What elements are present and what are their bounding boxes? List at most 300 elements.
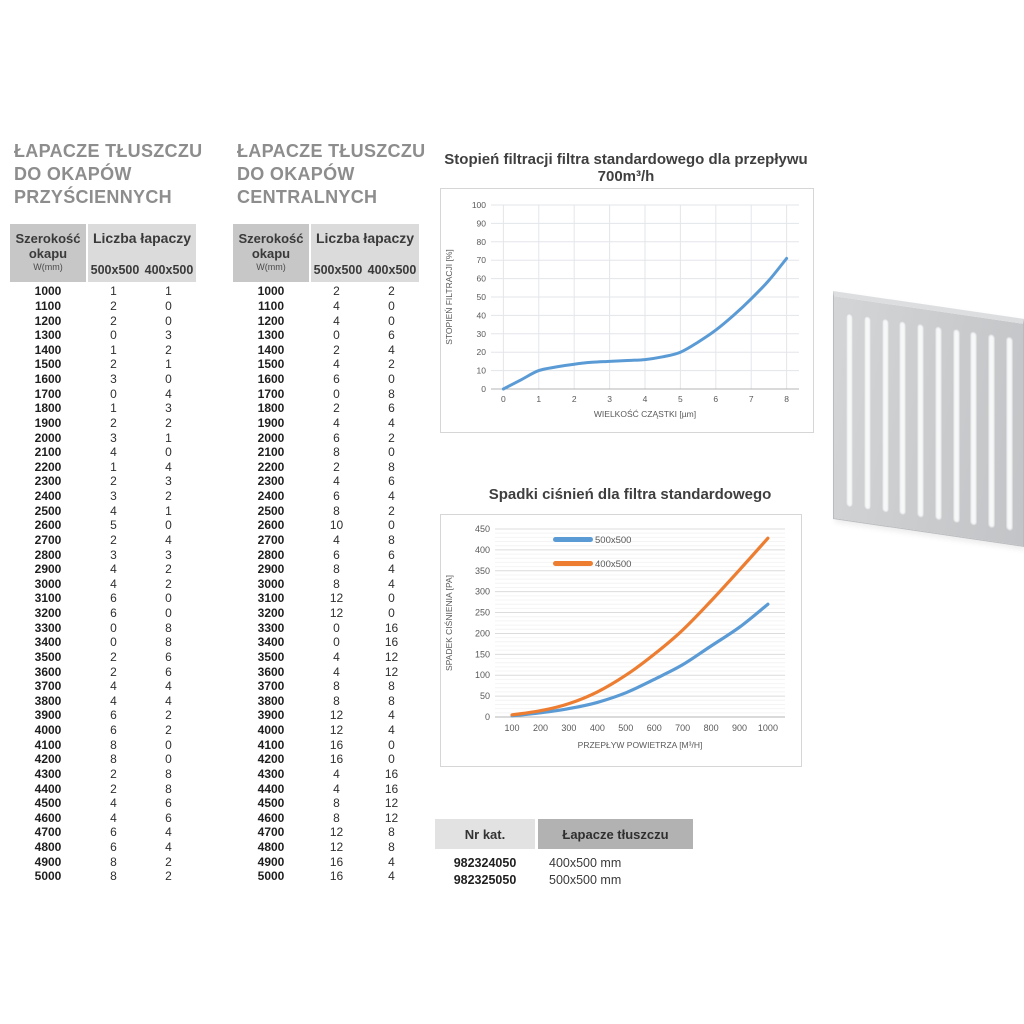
count-500x500-value: 8 xyxy=(110,854,117,869)
table-row xyxy=(10,503,196,518)
hood-width-value: 1200 xyxy=(257,313,285,328)
table-body xyxy=(233,284,419,884)
count-400x500-value: 4 xyxy=(165,386,172,401)
hood-width-value: 4600 xyxy=(34,810,62,825)
hood-width-value: 3100 xyxy=(257,591,285,606)
count-500x500-value: 6 xyxy=(110,606,117,621)
heading-central-hoods xyxy=(237,140,425,209)
count-400x500-value: 2 xyxy=(388,503,395,518)
count-400x500-value: 0 xyxy=(388,372,395,387)
hood-width-value: 4900 xyxy=(34,854,62,869)
legend-swatch-400x500 xyxy=(553,561,593,566)
count-500x500-value: 0 xyxy=(110,620,117,635)
table-row xyxy=(233,343,419,358)
table-row xyxy=(233,284,419,299)
table-row xyxy=(233,474,419,489)
catalog-number: 982324050 xyxy=(453,855,517,870)
count-500x500-value: 10 xyxy=(329,518,344,533)
hood-width-value: 2700 xyxy=(257,532,285,547)
x-tick-label: 6 xyxy=(713,394,719,404)
count-400x500-value: 4 xyxy=(388,342,395,357)
count-400x500-value: 3 xyxy=(165,401,172,416)
table-row xyxy=(10,386,196,401)
hood-width-value: 1700 xyxy=(34,386,62,401)
count-500x500-value: 8 xyxy=(333,679,340,694)
table-row xyxy=(233,460,419,475)
subcol-400x500: 400x500 xyxy=(144,263,194,277)
filter-slot xyxy=(935,326,942,521)
count-400x500-value: 4 xyxy=(388,415,395,430)
hood-width-value: 2300 xyxy=(34,474,62,489)
table-row xyxy=(10,299,196,314)
table-row xyxy=(10,489,196,504)
hood-width-value: 2200 xyxy=(257,459,285,474)
table-row xyxy=(233,562,419,577)
count-500x500-value: 8 xyxy=(333,562,340,577)
header-label: okapu xyxy=(28,246,68,261)
hood-width-value: 4400 xyxy=(257,781,285,796)
count-400x500-value: 1 xyxy=(165,284,172,299)
table-row xyxy=(233,723,419,738)
count-500x500-value: 1 xyxy=(110,401,117,416)
y-tick-label: 20 xyxy=(476,347,486,358)
hood-width-value: 3700 xyxy=(257,679,285,694)
count-500x500-value: 2 xyxy=(110,766,117,781)
table-row xyxy=(10,416,196,431)
count-400x500-value: 4 xyxy=(165,825,172,840)
count-500x500-value: 4 xyxy=(110,562,117,577)
hood-width-value: 3100 xyxy=(34,591,62,606)
filter-slot xyxy=(864,315,871,510)
hood-width-value: 1800 xyxy=(257,401,285,416)
count-500x500-value: 12 xyxy=(329,723,344,738)
count-500x500-value: 12 xyxy=(329,708,344,723)
count-500x500-value: 12 xyxy=(329,606,344,621)
hood-width-value: 1000 xyxy=(257,284,285,299)
hood-width-value: 3800 xyxy=(257,693,285,708)
x-tick-label: 900 xyxy=(731,723,748,733)
count-500x500-value: 0 xyxy=(333,386,340,401)
count-400x500-value: 12 xyxy=(384,649,399,664)
count-500x500-value: 2 xyxy=(333,342,340,357)
count-500x500-value: 8 xyxy=(333,796,340,811)
x-axis-title: PRZEPŁYW POWIETRZA [M³/H] xyxy=(577,740,703,750)
hood-width-value: 4000 xyxy=(257,723,285,738)
count-400x500-value: 2 xyxy=(165,342,172,357)
hood-width-header xyxy=(10,224,86,282)
hood-width-value: 1400 xyxy=(34,342,62,357)
wall-filter-table xyxy=(10,224,196,884)
table-row xyxy=(233,664,419,679)
catalog-number: 982325050 xyxy=(453,872,517,887)
count-400x500-value: 16 xyxy=(384,781,399,796)
count-400x500-value: 12 xyxy=(384,810,399,825)
hood-width-value: 3000 xyxy=(34,576,62,591)
count-500x500-value: 4 xyxy=(333,357,340,372)
y-tick-label: 150 xyxy=(474,649,490,660)
table-row xyxy=(10,825,196,840)
count-500x500-value: 2 xyxy=(110,313,117,328)
table-row xyxy=(10,313,196,328)
table-row xyxy=(10,650,196,665)
count-400x500-value: 3 xyxy=(165,547,172,562)
table-row xyxy=(233,386,419,401)
count-500x500-value: 0 xyxy=(333,328,340,343)
grease-filter-image xyxy=(833,291,1024,547)
count-400x500-value: 0 xyxy=(165,372,172,387)
count-500x500-value: 2 xyxy=(110,781,117,796)
y-tick-label: 90 xyxy=(476,218,486,229)
y-tick-label: 300 xyxy=(474,586,490,597)
table-row xyxy=(10,343,196,358)
table-row xyxy=(10,840,196,855)
count-500x500-value: 2 xyxy=(110,415,117,430)
pressure-series-line-400x500 xyxy=(512,538,768,715)
x-tick-label: 5 xyxy=(678,394,683,404)
count-400x500-value: 4 xyxy=(165,459,172,474)
count-400x500-value: 8 xyxy=(165,781,172,796)
hood-width-value: 4700 xyxy=(257,825,285,840)
hood-width-value: 4200 xyxy=(34,752,62,767)
table-row xyxy=(10,679,196,694)
count-400x500-value: 4 xyxy=(165,693,172,708)
hood-width-value: 3700 xyxy=(34,679,62,694)
hood-width-value: 3200 xyxy=(34,606,62,621)
count-500x500-value: 4 xyxy=(110,810,117,825)
count-500x500-value: 8 xyxy=(110,752,117,767)
table-header xyxy=(233,224,419,282)
table-row xyxy=(233,737,419,752)
header-label: Szerokość xyxy=(238,231,304,246)
y-tick-label: 50 xyxy=(479,691,490,702)
count-400x500-value: 6 xyxy=(165,649,172,664)
count-400x500-value: 6 xyxy=(388,474,395,489)
hood-width-value: 3600 xyxy=(34,664,62,679)
y-tick-label: 10 xyxy=(476,365,486,376)
subcol-400x500: 400x500 xyxy=(367,263,417,277)
pressure-chart-title: Spadki ciśnień dla filtra standardowego xyxy=(488,486,772,503)
hood-width-value: 1300 xyxy=(34,328,62,343)
count-500x500-value: 4 xyxy=(333,664,340,679)
count-400x500-value: 16 xyxy=(384,766,399,781)
table-row xyxy=(10,357,196,372)
count-500x500-value: 2 xyxy=(110,298,117,313)
table-row xyxy=(233,357,419,372)
hood-width-value: 1500 xyxy=(34,357,62,372)
count-500x500-value: 0 xyxy=(110,635,117,650)
hood-width-value: 1500 xyxy=(257,357,285,372)
x-tick-label: 300 xyxy=(561,723,577,733)
x-tick-label: 1000 xyxy=(757,723,778,733)
table-row xyxy=(233,518,419,533)
count-400x500-value: 8 xyxy=(165,766,172,781)
hood-width-value: 1300 xyxy=(257,328,285,343)
y-tick-label: 400 xyxy=(474,544,490,555)
count-400x500-value: 16 xyxy=(384,620,399,635)
hood-width-value: 3900 xyxy=(257,708,285,723)
hood-width-value: 2400 xyxy=(257,489,285,504)
table-row xyxy=(233,869,419,884)
pressure-drop-chart xyxy=(440,514,802,767)
hood-width-value: 3600 xyxy=(257,664,285,679)
count-500x500-value: 4 xyxy=(333,781,340,796)
table-row xyxy=(233,752,419,767)
count-500x500-value: 4 xyxy=(110,679,117,694)
table-row xyxy=(233,767,419,782)
count-400x500-value: 1 xyxy=(165,430,172,445)
count-500x500-value: 4 xyxy=(333,532,340,547)
hood-width-value: 3400 xyxy=(34,635,62,650)
count-500x500-value: 4 xyxy=(110,796,117,811)
table-row xyxy=(233,694,419,709)
hood-width-value: 1400 xyxy=(257,342,285,357)
hood-width-value: 1100 xyxy=(34,298,62,313)
hood-width-value: 2800 xyxy=(34,547,62,562)
heading-wall-hoods xyxy=(14,140,202,209)
count-400x500-value: 4 xyxy=(165,532,172,547)
x-tick-label: 200 xyxy=(532,723,549,733)
table-row xyxy=(10,781,196,796)
table-row xyxy=(10,708,196,723)
x-tick-label: 500 xyxy=(618,723,634,733)
catcher-size: 500x500 mm xyxy=(549,872,622,887)
catalog-number-header: Nr kat. xyxy=(435,819,535,849)
count-400x500-value: 6 xyxy=(388,401,395,416)
count-500x500-value: 8 xyxy=(333,576,340,591)
y-tick-label: 70 xyxy=(476,255,486,266)
heading-line: DO OKAPÓW xyxy=(237,164,355,184)
heading-line: ŁAPACZE TŁUSZCZU xyxy=(237,141,426,161)
hood-width-value: 5000 xyxy=(257,869,285,884)
count-400x500-value: 0 xyxy=(165,591,172,606)
y-tick-label: 50 xyxy=(476,292,486,302)
count-500x500-value: 2 xyxy=(110,532,117,547)
count-500x500-value: 2 xyxy=(110,474,117,489)
table-row xyxy=(10,460,196,475)
y-tick-label: 80 xyxy=(476,236,486,247)
count-400x500-value: 1 xyxy=(165,503,172,518)
filter-slot xyxy=(970,331,977,526)
table-row xyxy=(233,825,419,840)
hood-width-value: 3300 xyxy=(34,620,62,635)
catalog-number-table xyxy=(435,819,693,888)
hood-width-value: 2800 xyxy=(257,547,285,562)
legend-label-400x500: 400x500 xyxy=(595,559,632,570)
count-400x500-value: 0 xyxy=(165,737,172,752)
hood-width-value: 4800 xyxy=(34,840,62,855)
filter-slot xyxy=(1006,336,1013,531)
hood-width-value: 5000 xyxy=(34,869,62,884)
table-row xyxy=(233,796,419,811)
catalog-row xyxy=(435,854,693,871)
pressure-drop-chart-svg xyxy=(441,515,801,766)
count-500x500-value: 3 xyxy=(110,430,117,445)
count-500x500-value: 3 xyxy=(110,489,117,504)
count-400x500-value: 0 xyxy=(165,313,172,328)
count-400x500-value: 2 xyxy=(165,723,172,738)
table-row xyxy=(233,328,419,343)
table-row xyxy=(10,854,196,869)
y-tick-label: 0 xyxy=(481,384,486,394)
count-500x500-value: 6 xyxy=(333,372,340,387)
count-500x500-value: 4 xyxy=(110,576,117,591)
count-500x500-value: 2 xyxy=(110,357,117,372)
catalog-header xyxy=(435,819,693,849)
table-row xyxy=(10,752,196,767)
x-tick-label: 8 xyxy=(784,394,789,404)
heading-line: DO OKAPÓW xyxy=(14,164,132,184)
count-400x500-value: 0 xyxy=(388,445,395,460)
count-500x500-value: 6 xyxy=(110,591,117,606)
count-500x500-value: 6 xyxy=(333,489,340,504)
count-500x500-value: 12 xyxy=(329,825,344,840)
header-subcolumns xyxy=(311,263,419,282)
count-400x500-value: 4 xyxy=(165,840,172,855)
x-tick-label: 700 xyxy=(675,723,691,733)
hood-width-value: 3500 xyxy=(257,649,285,664)
hood-width-value: 1900 xyxy=(34,415,62,430)
count-400x500-value: 4 xyxy=(388,576,395,591)
hood-width-value: 4600 xyxy=(257,810,285,825)
table-row xyxy=(10,328,196,343)
header-group-label: Liczba łapaczy xyxy=(315,230,415,246)
count-400x500-value: 2 xyxy=(165,562,172,577)
table-row xyxy=(10,562,196,577)
count-500x500-value: 0 xyxy=(110,386,117,401)
count-400x500-value: 8 xyxy=(388,825,395,840)
count-400x500-value: 0 xyxy=(388,591,395,606)
count-400x500-value: 4 xyxy=(388,562,395,577)
filter-slot xyxy=(953,328,960,523)
table-row xyxy=(233,679,419,694)
count-500x500-value: 8 xyxy=(333,445,340,460)
hood-width-value: 4000 xyxy=(34,723,62,738)
count-500x500-value: 0 xyxy=(110,328,117,343)
count-400x500-value: 16 xyxy=(384,635,399,650)
table-row xyxy=(10,430,196,445)
table-row xyxy=(233,445,419,460)
header-group-label: Liczba łapaczy xyxy=(92,230,192,246)
count-500x500-value: 4 xyxy=(333,649,340,664)
filtration-chart-title: Stopień filtracji filtra standardowego dla przepływu 700m³/h xyxy=(444,151,808,185)
table-row xyxy=(10,635,196,650)
heading-line: ŁAPACZE TŁUSZCZU xyxy=(14,141,203,161)
count-400x500-value: 0 xyxy=(388,313,395,328)
catalog-row xyxy=(435,871,693,888)
y-axis-title: SPADEK CIŚNIENIA [PA] xyxy=(444,574,454,672)
filter-slot xyxy=(899,321,906,516)
table-row xyxy=(233,372,419,387)
table-row xyxy=(233,606,419,621)
table-row xyxy=(10,796,196,811)
count-400x500-value: 8 xyxy=(388,693,395,708)
count-400x500-value: 6 xyxy=(165,796,172,811)
table-row xyxy=(233,591,419,606)
table-row xyxy=(233,635,419,650)
hood-width-value: 3000 xyxy=(257,576,285,591)
x-tick-label: 4 xyxy=(642,394,648,404)
count-500x500-value: 4 xyxy=(110,693,117,708)
table-row xyxy=(10,664,196,679)
table-row xyxy=(10,620,196,635)
hood-width-value: 1200 xyxy=(34,313,62,328)
hood-width-value: 4900 xyxy=(257,854,285,869)
count-500x500-value: 16 xyxy=(329,737,344,752)
count-400x500-value: 1 xyxy=(165,357,172,372)
count-400x500-value: 2 xyxy=(165,869,172,884)
count-400x500-value: 0 xyxy=(388,752,395,767)
count-400x500-value: 8 xyxy=(388,386,395,401)
y-tick-label: 100 xyxy=(471,200,486,210)
filter-slot xyxy=(846,313,853,508)
hood-width-value: 2900 xyxy=(34,562,62,577)
hood-width-value: 4100 xyxy=(34,737,62,752)
heading-line: CENTRALNYCH xyxy=(237,187,378,207)
hood-width-value: 1600 xyxy=(34,372,62,387)
y-tick-label: 0 xyxy=(484,712,490,722)
hood-width-value: 2400 xyxy=(34,489,62,504)
hood-width-value: 1600 xyxy=(257,372,285,387)
grease-catchers-header: Łapacze tłuszczu xyxy=(538,819,693,849)
y-tick-label: 450 xyxy=(474,524,490,534)
table-row xyxy=(10,518,196,533)
count-400x500-value: 0 xyxy=(165,518,172,533)
hood-width-value: 2500 xyxy=(257,503,285,518)
count-400x500-value: 2 xyxy=(388,284,395,299)
table-row xyxy=(233,854,419,869)
hood-width-value: 2100 xyxy=(257,445,285,460)
count-500x500-value: 0 xyxy=(333,635,340,650)
table-row xyxy=(10,372,196,387)
count-500x500-value: 12 xyxy=(329,591,344,606)
count-400x500-value: 0 xyxy=(165,606,172,621)
table-row xyxy=(10,547,196,562)
count-500x500-value: 6 xyxy=(110,723,117,738)
count-500x500-value: 16 xyxy=(329,752,344,767)
header-unit-label: W(mm) xyxy=(33,262,63,272)
table-row xyxy=(233,299,419,314)
count-500x500-value: 8 xyxy=(333,693,340,708)
hood-width-value: 2000 xyxy=(34,430,62,445)
hood-width-value: 1700 xyxy=(257,386,285,401)
table-row xyxy=(10,767,196,782)
y-tick-label: 60 xyxy=(476,273,486,284)
count-400x500-value: 6 xyxy=(388,328,395,343)
count-400x500-value: 8 xyxy=(388,840,395,855)
x-tick-label: 1 xyxy=(536,394,542,404)
hood-width-value: 3300 xyxy=(257,620,285,635)
table-row xyxy=(233,781,419,796)
hood-width-value: 2300 xyxy=(257,474,285,489)
table-row xyxy=(233,503,419,518)
subcol-500x500: 500x500 xyxy=(90,263,140,277)
hood-width-value: 3900 xyxy=(34,708,62,723)
hood-width-value: 4700 xyxy=(34,825,62,840)
table-row xyxy=(10,869,196,884)
hood-width-value: 4500 xyxy=(257,796,285,811)
x-tick-label: 800 xyxy=(703,723,719,733)
count-500x500-value: 16 xyxy=(329,854,344,869)
count-400x500-value: 0 xyxy=(165,752,172,767)
count-500x500-value: 4 xyxy=(333,766,340,781)
catcher-size: 400x500 mm xyxy=(549,855,622,870)
count-400x500-value: 12 xyxy=(384,796,399,811)
header-subcolumns xyxy=(88,263,196,282)
hood-width-value: 2900 xyxy=(257,562,285,577)
count-500x500-value: 2 xyxy=(333,284,340,299)
table-row xyxy=(10,737,196,752)
catcher-count-header xyxy=(88,224,196,282)
